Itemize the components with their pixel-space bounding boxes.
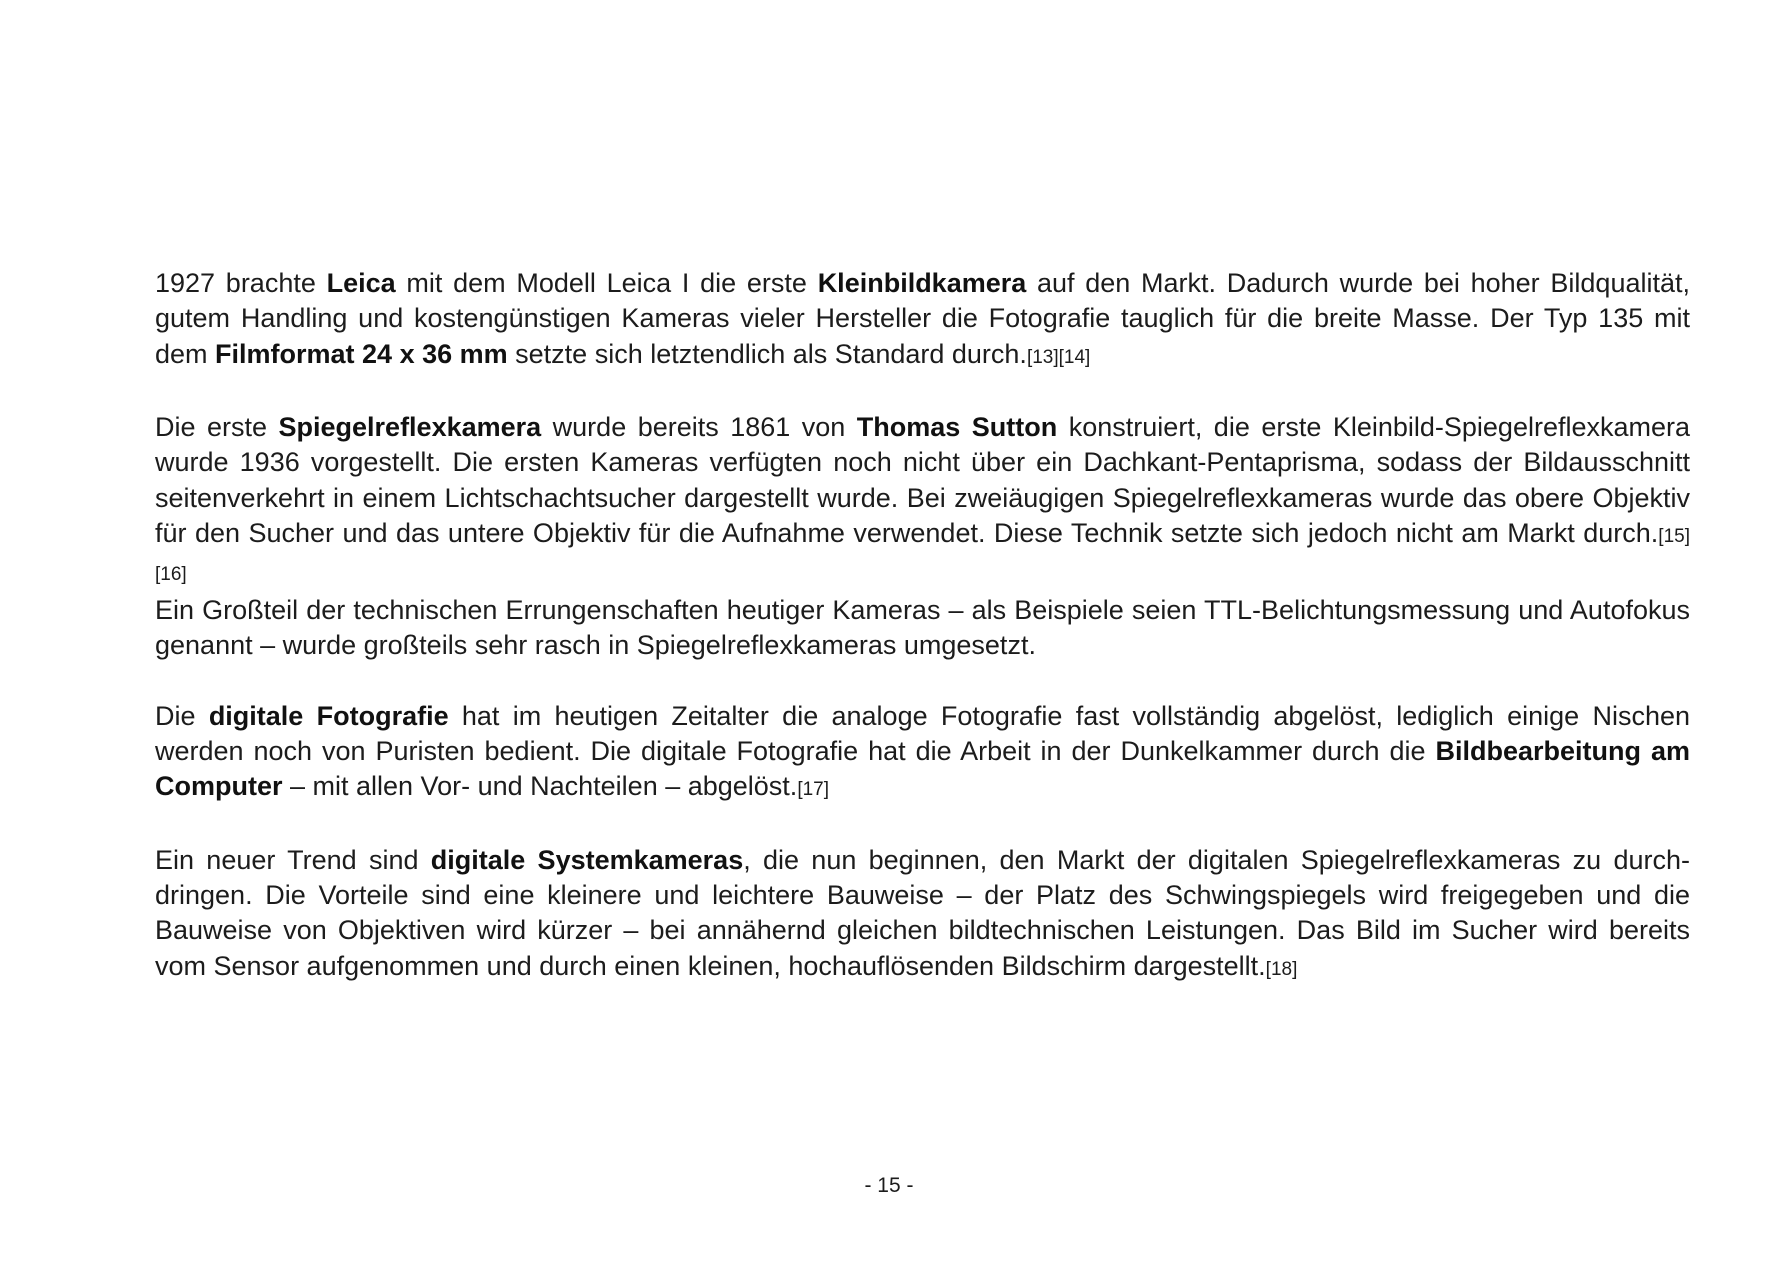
citation-reference: [18] — [1265, 958, 1298, 980]
paragraph — [155, 410, 1690, 592]
text-run: wurde bereits 1861 von — [541, 412, 857, 443]
text-run: setzte sich letztendlich als Standard durch. — [507, 338, 1027, 369]
bold-term: digitale Systemkameras — [430, 844, 744, 875]
paragraph — [155, 843, 1690, 987]
page-number: - 15 - — [864, 1174, 914, 1197]
bold-term: Kleinbildkamera — [817, 268, 1027, 298]
citation-reference: [17] — [797, 779, 830, 801]
bold-term: Bildbearbeitung am Computer — [155, 735, 1691, 802]
paragraph — [155, 266, 1690, 375]
text-run: hat im heutigen Zeitalter die analoge Fotografie fast vollständig abgelöst, lediglich einige Nischen werden noch von Puristen bedient. Die digitale Fotografie hat die Arbeit in der Dunkelkammer durch die — [155, 700, 1691, 766]
bold-term: Spiegelreflexkamera — [278, 412, 542, 443]
paragraph — [155, 699, 1690, 808]
text-run: konstruiert, die erste Kleinbild-Spiegelreflexkamera wurde 1936 vorgestellt. Die ersten Kameras verfügten noch nicht über ein Dachkant-Pentaprisma, sodass der Bildausschnitt seitenverkehrt in einem Lichtschachtsucher dargestellt wurde. Bei zweiäugigen Spiegelreflexkameras wurde das obere Objektiv für den Sucher und das untere Objektiv für die Aufnahme verwendet. Diese Technik setzte sich jedoch nicht am Markt durch. — [155, 412, 1691, 549]
text-run: , die nun beginnen, den Markt der digitalen Spiegelreflexkameras zu durchdringen. Die Vorteile sind eine kleinere und leichtere Bauweise – der Platz des Schwingspiegels wird freigegeben und die Bauweise von Objektiven wird kürzer – bei annähernd gleichen bildtechnischen Leistungen. Das Bild im Sucher wird bereits vom Sensor aufgenommen und durch einen kleinen, hochauflösenden Bildschirm dargestellt. — [155, 844, 1690, 981]
body-text — [155, 266, 1690, 987]
text-run: Die erste — [155, 412, 279, 443]
bold-term: Leica — [326, 268, 396, 298]
text-run: auf den Markt. Dadurch wurde bei hoher Bildqualität, gutem Handling und kostengünstigen Kameras vieler Hersteller die Fotografie tauglich für die breite Masse. Der Typ 135 mit dem — [155, 268, 1690, 369]
citation-reference: [15][16] — [155, 526, 1690, 586]
paragraph — [155, 593, 1690, 664]
text-run: mit dem Modell Leica I die erste — [395, 268, 818, 298]
bold-term: Filmformat 24 x 36 mm — [215, 338, 508, 369]
citation-reference: [13][14] — [1026, 346, 1091, 368]
bold-term: digitale Fotografie — [208, 700, 449, 731]
text-run: 1927 brachte — [155, 268, 327, 298]
text-run: Die — [155, 700, 209, 731]
text-run: – mit allen Vor- und Nachteilen – abgelöst. — [282, 771, 798, 802]
text-run: Ein neuer Trend sind — [155, 844, 431, 875]
text-run: Ein Großteil der technischen Errungenschaften heutiger Kameras – als Beispiele seien TTL-Belichtungsmessung und Autofokus genannt – wurde großteils sehr rasch in Spiegelreflexkameras umgesetzt. — [155, 594, 1690, 660]
bold-term: Thomas Sutton — [856, 412, 1058, 443]
